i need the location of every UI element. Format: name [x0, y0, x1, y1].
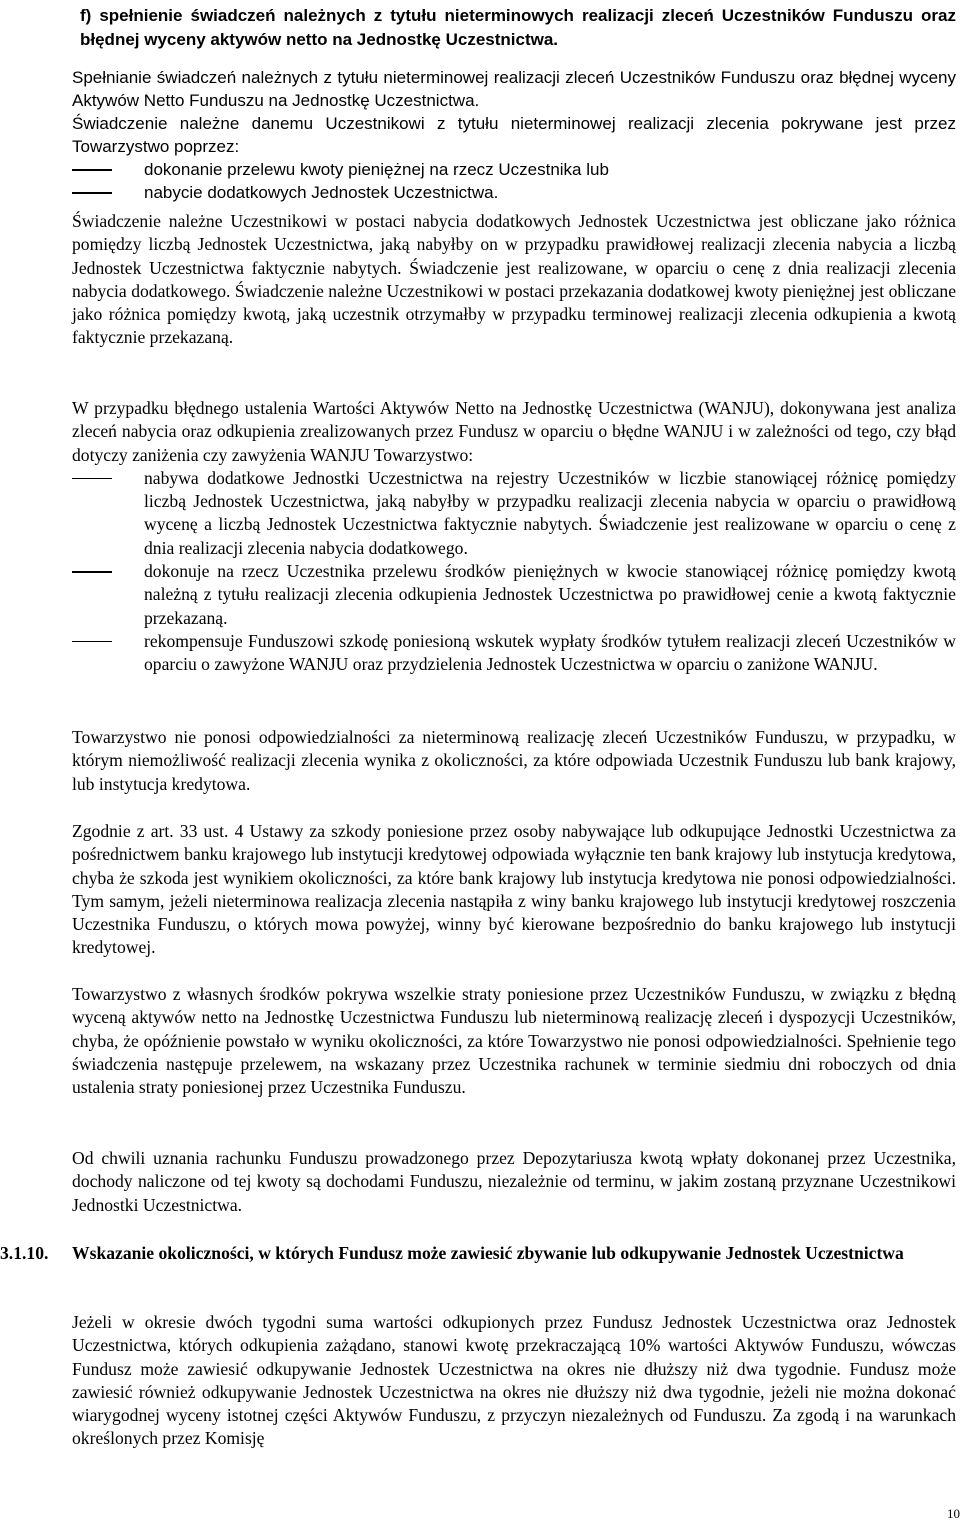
dash-bullet: [72, 478, 112, 480]
own-funds-paragraph: Towarzystwo z własnych środków pokrywa wszelkie straty poniesione przez Uczestników Funduszu, w związku z błędną wyceną aktywów netto na Jednostkę Uczestnictwa Funduszu lub nieterminową realizację zleceń i dyspozycji Uczestników, chyba, że opóźnienie powstało w wyniku okoliczności, za które Towarzystwo nie ponosi odpowiedzialności. Spełnienie tego świadczenia następuje przelewem, na wskazany przez Uczestnika rachunek w terminie siedmiu dni roboczych od dnia ustalenia straty poniesionej przez Uczestnika Funduszu.: [72, 984, 956, 1098]
dash-bullet: [72, 169, 112, 171]
list-item-text: nabywa dodatkowe Jednostki Uczestnictwa na rejestry Uczestników w liczbie stanowiącej różnicę pomiędzy liczbą Jednostek Uczestnictwa, jaką nabyłby w przypadku realizacji zlecenia nabycia w oparciu o prawidłową wycenę a liczbą Jednostek Uczestnictwa faktycznie nabytych. Świadczenie jest realizowane w oparciu o cenę z dnia realizacji zlecenia nabycia dodatkowego.: [144, 467, 956, 558]
dash-bullet: [72, 192, 112, 194]
list-item: [72, 181, 956, 204]
list-item: [72, 467, 956, 560]
section-number: 3.1.10.: [0, 1243, 49, 1263]
art33-paragraph: Zgodnie z art. 33 ust. 4 Ustawy za szkody poniesione przez osoby nabywające lub odkupujące Jednostki Uczestnictwa za pośrednictwem banku krajowego lub instytucji kredytowej odpowiada wyłącznie ten bank krajowy lub instytucja kredytowa, chyba że szkoda jest wynikiem okoliczności, za które bank krajowy lub instytucja kredytowa nie ponosi odpowiedzialności. Tym samym, jeżeli nieterminowa realizacja zlecenia nastąpiła z winy banku krajowego lub instytucji kredytowej roszczenia Uczestnika Funduszu, o których mowa powyżej, winny być kierowane bezpośrednio do banku krajowego lub instytucji kredytowej.: [72, 821, 956, 958]
wanju-section: [72, 397, 956, 677]
list-item-text: dokonanie przelewu kwoty pieniężnej na rzecz Uczestnika lub: [144, 160, 609, 179]
suspension-paragraph-block: [72, 1311, 956, 1451]
page-number: 10: [947, 1506, 960, 1521]
list-item: [72, 560, 956, 630]
suspension-paragraph: Jeżeli w okresie dwóch tygodni suma wartości odkupionych przez Fundusz Jednostek Uczestnictwa oraz Jednostek Uczestnictwa, których odkupienia zażądano, stanowi kwotę przekraczającą 10% wartości Aktywów Funduszu, wówczas Fundusz może zawiesić odkupywanie Jednostek Uczestnictwa na okres nie dłuższy niż dwa tygodnie. Fundusz może zawiesić również odkupywanie Jednostek Uczestnictwa na okres nie dłuższy niż dwa tygodnie, jeżeli nie można dokonać wiarygodnej wyceny istotnej części Aktywów Funduszu, z przyczyn niezależnych od Funduszu. Za zgodą i na warunkach określonych przez Komisję: [72, 1312, 956, 1449]
fulfillment-lead: Świadczenie należne danemu Uczestnikowi z tytułu nieterminowej realizacji zlecenia pokrywane jest przez Towarzystwo poprzez:: [72, 114, 956, 156]
dash-bullet: [72, 571, 112, 573]
dash-bullet: [72, 641, 112, 643]
wanju-lead: W przypadku błędnego ustalenia Wartości Aktywów Netto na Jednostkę Uczestnictwa (WANJU), dokonywana jest analiza zleceń nabycia oraz odkupienia zrealizowanych przez Fundusz w oparciu o błędne WANJU i w zależności od tego, czy błąd dotyczy zaniżenia czy zawyżenia WANJU Towarzystwo:: [72, 398, 956, 465]
section-title: Wskazanie okoliczności, w których Fundusz może zawiesić zbywanie lub odkupywanie Jednostek Uczestnictwa: [72, 1243, 904, 1263]
list-item: [72, 630, 956, 677]
benefit-paragraph: Świadczenie należne Uczestnikowi w postaci nabycia dodatkowych Jednostek Uczestnictwa jest obliczane jako różnica pomiędzy liczbą Jednostek Uczestnictwa, jaką nabyłby on w przypadku prawidłowej realizacji zlecenia nabycia a liczbą Jednostek Uczestnictwa faktycznie nabytych. Świadczenie jest realizowane, w oparciu o cenę z dnia realizacji zlecenia nabycia dodatkowego. Świadczenie należne Uczestnikowi w postaci przekazania dodatkowej kwoty pieniężnej jest obliczane jako różnica pomiędzy kwotą, jaką uczestnik otrzymałby w przypadku terminowej realizacji zlecenia odkupienia a kwotą faktycznie przekazaną.: [72, 211, 956, 348]
fulfillment-intro: Spełnianie świadczeń należnych z tytułu nieterminowej realizacji zleceń Uczestników Funduszu oraz błędnej wyceny Aktywów Netto Funduszu na Jednostkę Uczestnictwa.: [72, 68, 956, 110]
list-item-text: rekompensuje Funduszowi szkodę poniesioną wskutek wypłaty środków tytułem realizacji zleceń Uczestników w oparciu o zawyżone WANJU oraz przydzielenia Jednostek Uczestnictwa w oparciu o zaniżone WANJU.: [144, 630, 956, 675]
list-item-text: dokonuje na rzecz Uczestnika przelewu środków pieniężnych w kwocie stanowiącej różnicę pomiędzy kwotą należną z tytułu realizacji zlecenia odkupienia Jednostek Uczestnictwa po prawidłowej cenie a kwotą faktycznie przekazaną.: [144, 561, 956, 628]
list-item: [72, 158, 956, 181]
liability-paragraph-block: [72, 726, 956, 796]
benefit-paragraph-block: [72, 210, 956, 350]
own-funds-paragraph-block: [72, 983, 956, 1099]
depositary-paragraph-block: [72, 1147, 956, 1217]
section-heading-f: f) spełnienie świadczeń należnych z tytułu nieterminowych realizacji zleceń Uczestników Funduszu oraz błędnej wyceny aktywów netto na Jednostkę Uczestnictwa.: [80, 6, 956, 49]
liability-paragraph: Towarzystwo nie ponosi odpowiedzialności za nieterminową realizację zleceń Uczestników Funduszu, w przypadku, w którym niemożliwość realizacji zlecenia wynika z okoliczności, za które odpowiada Uczestnik Funduszu lub bank krajowy, lub instytucja kredytowa.: [72, 727, 956, 794]
fulfillment-section: [72, 66, 956, 204]
depositary-paragraph: Od chwili uznania rachunku Funduszu prowadzonego przez Depozytariusza kwotą wpłaty dokonanej przez Uczestnika, dochody naliczone od tej kwoty są dochodami Funduszu, niezależnie od terminu, w jakim zostaną przyznane Uczestnikowi Jednostki Uczestnictwa.: [72, 1148, 956, 1215]
art33-paragraph-block: [72, 820, 956, 960]
list-item-text: nabycie dodatkowych Jednostek Uczestnictwa.: [144, 183, 499, 202]
